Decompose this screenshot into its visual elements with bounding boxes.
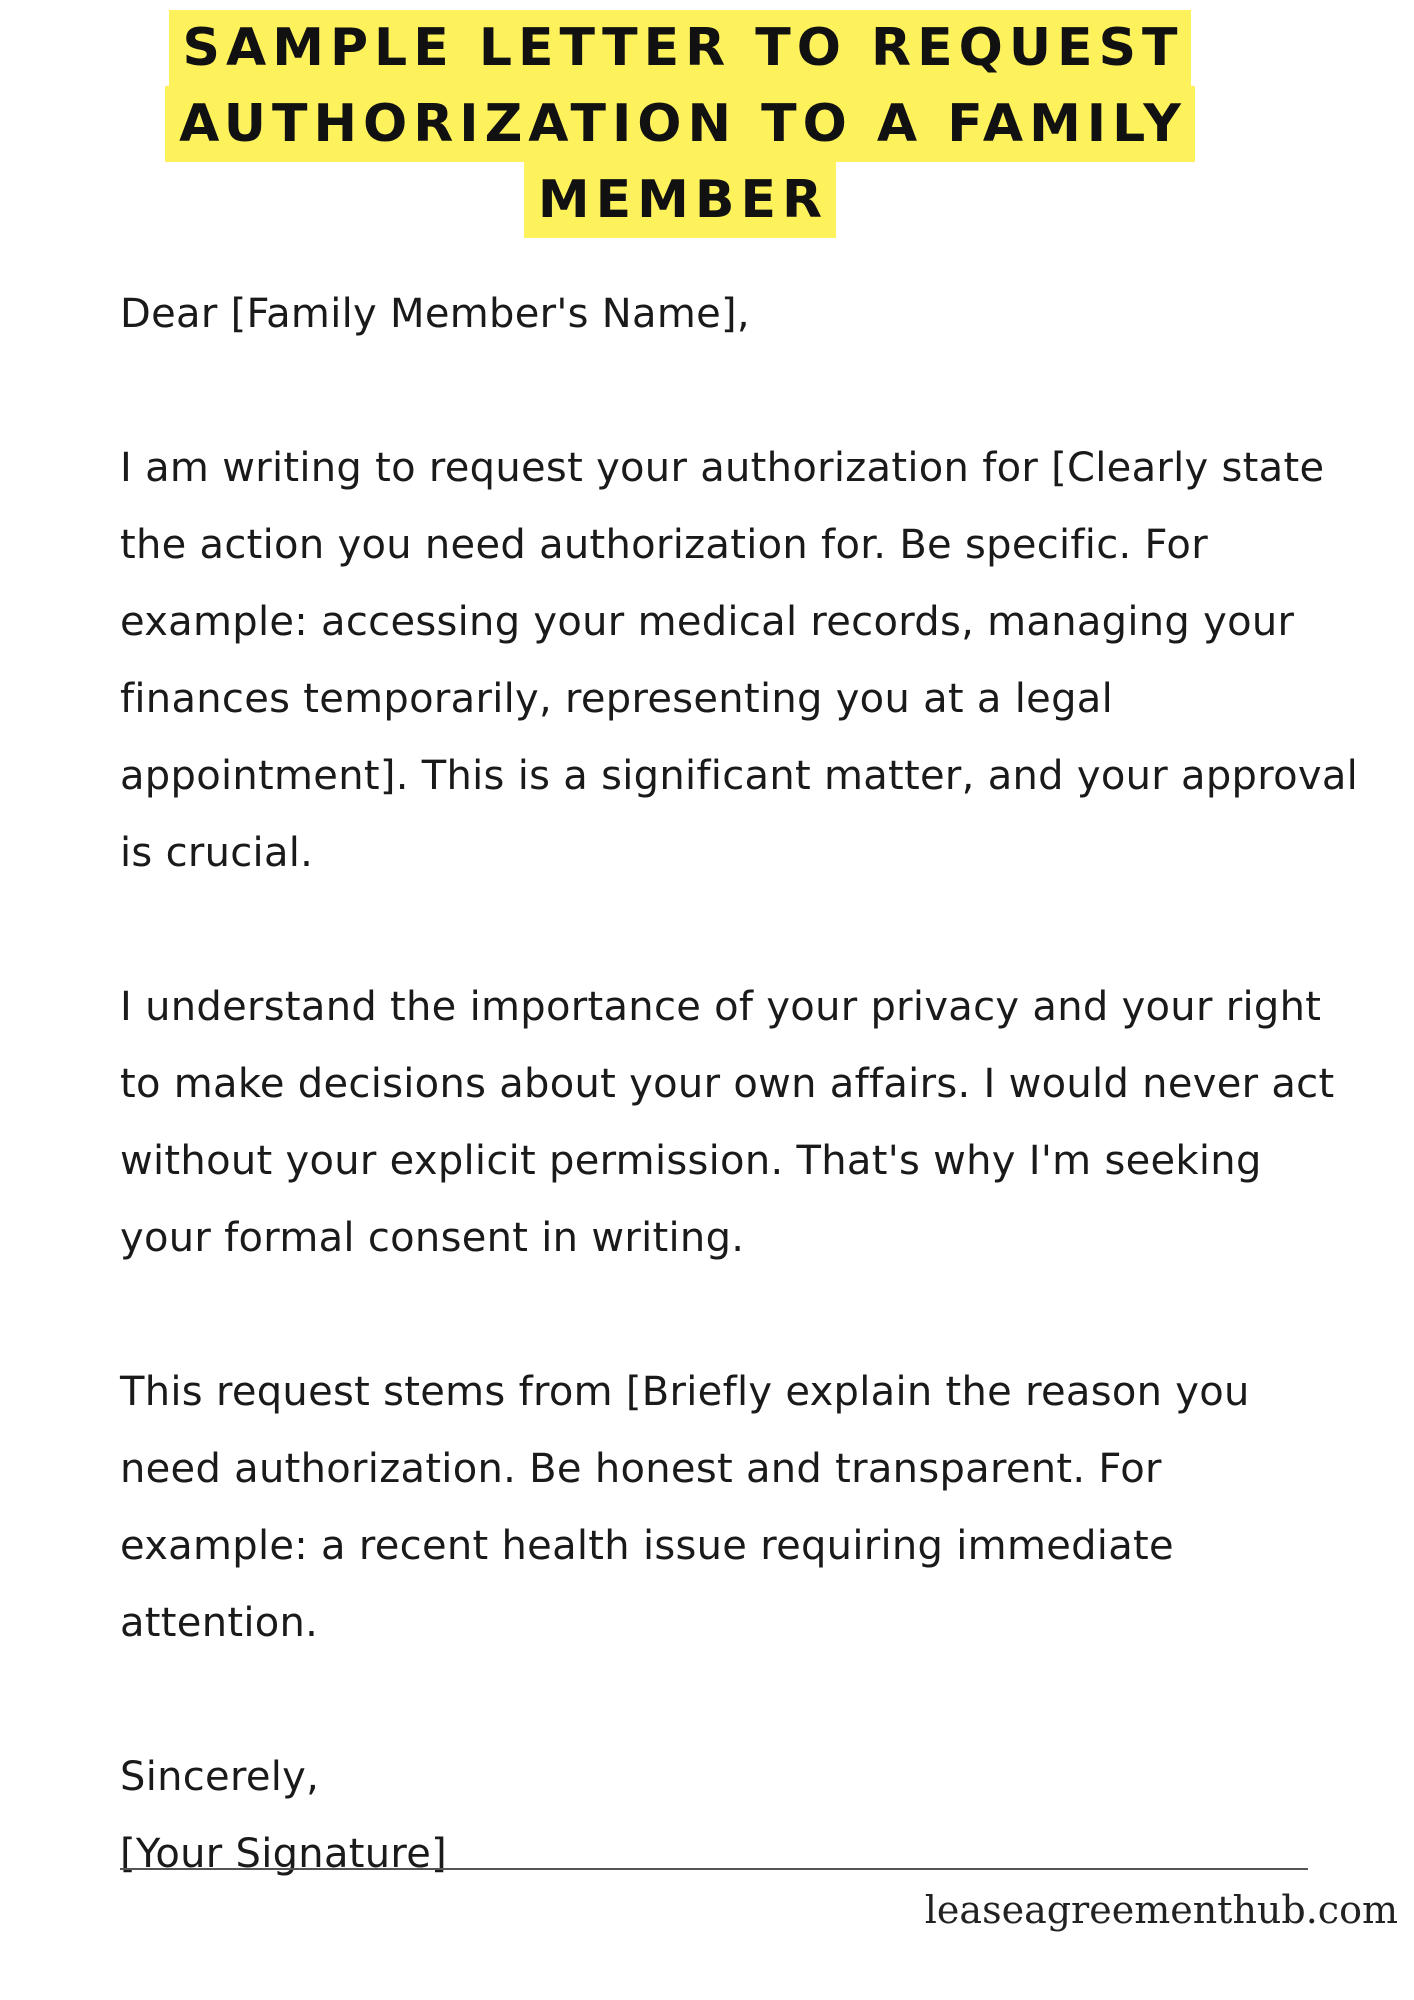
signature-line — [120, 1868, 1308, 1870]
letter-paragraph-1: I am writing to request your authorization for [Clearly state the action you need authorization for. Be specific. For example: accessing your medical records, managing your finances temporarily, representing you at a legal appointment]. This is a significant matter, and your approval is crucial. — [120, 445, 1359, 876]
letter-closing: Sincerely, — [120, 1754, 320, 1800]
title-line-2: AUTHORIZATION TO A FAMILY — [165, 86, 1195, 162]
letter-paragraph-3: This request stems from [Briefly explain the reason you need authorization. Be honest and transparent. For example: a recent health issue requiring immediate attention. — [120, 1369, 1250, 1646]
letter-greeting: Dear [Family Member's Name], — [120, 291, 750, 337]
letter-signature: [Your Signature] — [120, 1831, 448, 1877]
letter-body — [120, 276, 1360, 1893]
title-line-3: MEMBER — [524, 162, 836, 238]
site-watermark: leaseagreementhub.com — [924, 1888, 1398, 1932]
letter-paragraph-2: I understand the importance of your privacy and your right to make decisions about your own affairs. I would never act without your explicit permission. That's why I'm seeking your formal consent in writing. — [120, 984, 1335, 1261]
title-line-1: SAMPLE LETTER TO REQUEST — [169, 10, 1192, 86]
letter-title — [0, 10, 1360, 238]
